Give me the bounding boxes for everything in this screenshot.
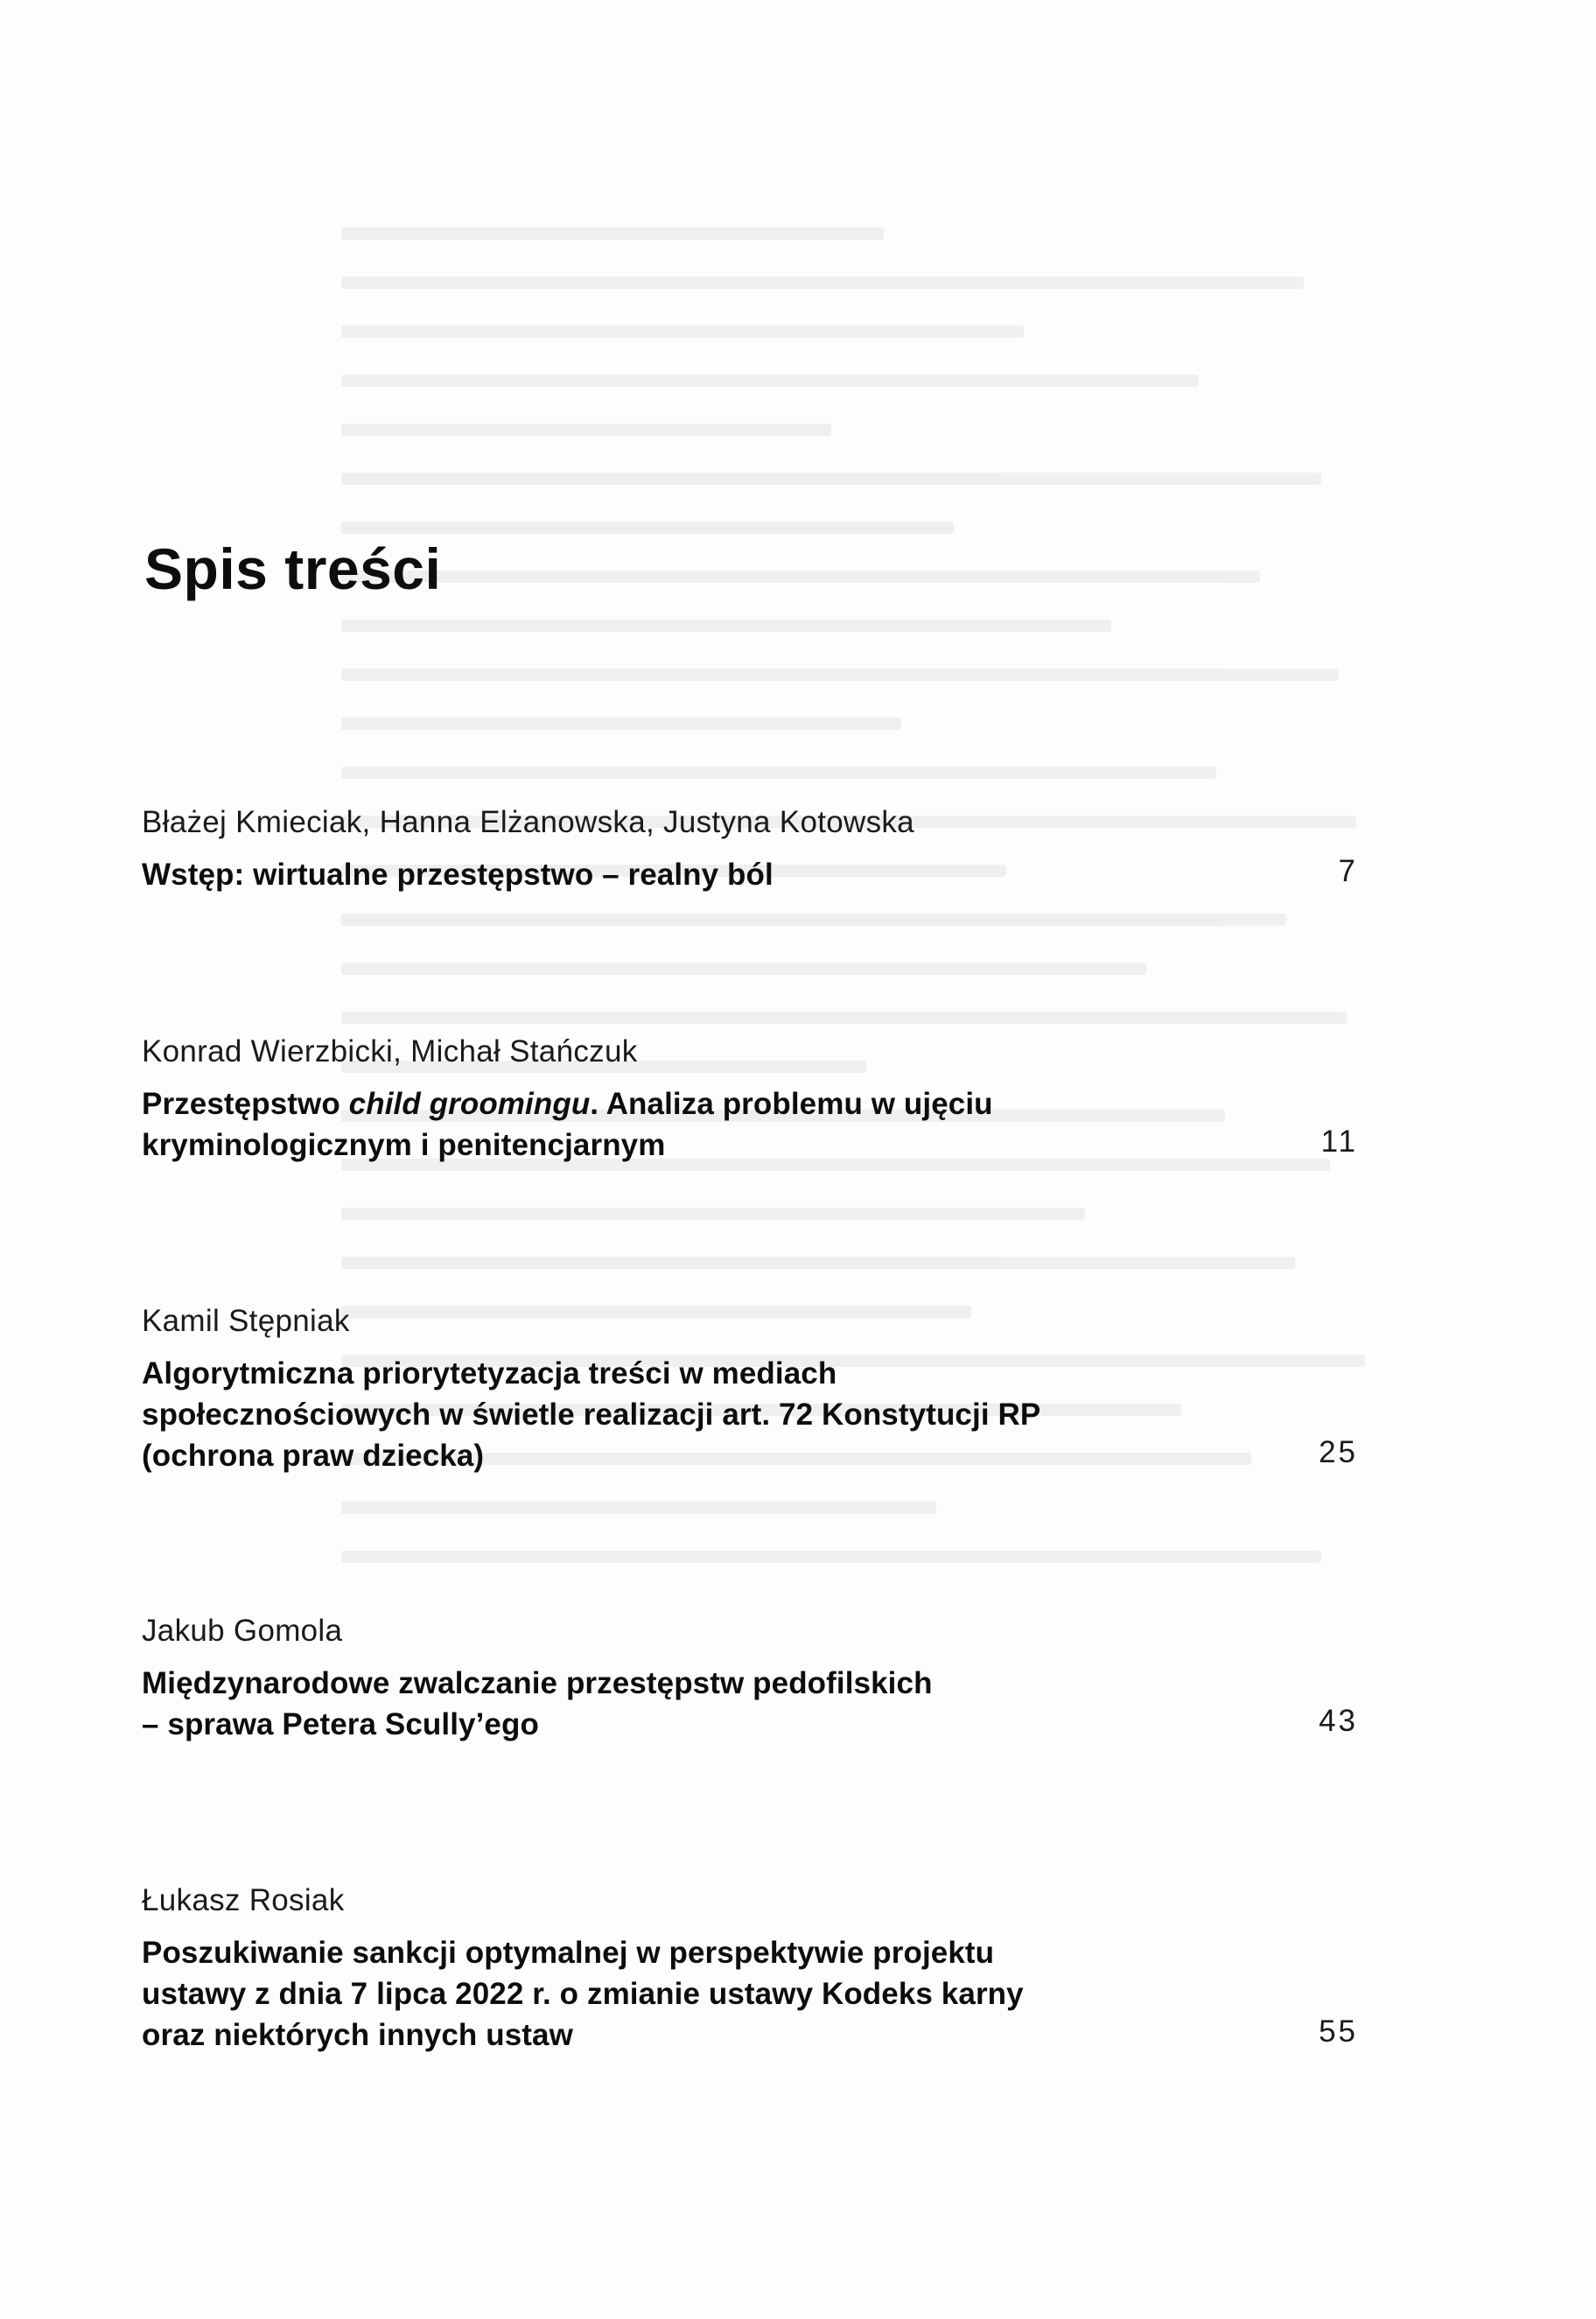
entry-title [142, 1663, 1148, 1745]
entry-title [142, 1932, 1148, 2056]
entry-title-line: Wstęp: wirtualne przestępstwo – realny ból [142, 858, 774, 892]
entry-page-number: 7 [1338, 854, 1358, 888]
entry-authors: Kamil Stępniak [142, 1304, 350, 1338]
entry-title-text: Przestępstwo [142, 1087, 349, 1121]
entry-page-number: 25 [1319, 1435, 1358, 1469]
toc-entry[interactable] [142, 803, 1358, 895]
entry-title-line: Międzynarodowe zwalczanie przestępstw pedofilskich [142, 1666, 933, 1700]
toc-entry[interactable] [142, 1302, 1358, 1476]
entry-authors: Łukasz Rosiak [142, 1883, 345, 1917]
entry-page-number: 11 [1320, 1124, 1358, 1159]
entry-authors: Jakub Gomola [142, 1614, 343, 1648]
entry-title-line: – sprawa Petera Scully’ego [142, 1707, 539, 1741]
entry-title-line: Poszukiwanie sankcji optymalnej w perspektywie projektu [142, 1936, 995, 1970]
entry-page-number: 55 [1319, 2014, 1358, 2049]
entry-title [142, 854, 1148, 895]
entry-title [142, 1083, 1148, 1166]
entry-title [142, 1353, 1148, 1476]
toc-entry[interactable] [142, 1612, 1358, 1745]
entry-title-line: oraz niektórych innych ustaw [142, 2018, 573, 2052]
page-title: Spis treści [144, 536, 442, 601]
toc-entry[interactable] [142, 1033, 1358, 1166]
entry-title-line: Algorytmiczna priorytetyzacja treści w mediach [142, 1356, 837, 1391]
entry-authors: Konrad Wierzbicki, Michał Stańczuk [142, 1034, 638, 1068]
entry-title-line: ustawy z dnia 7 lipca 2022 r. o zmianie ustawy Kodeks karny [142, 1977, 1024, 2011]
entry-title-italic-term: child groomingu [348, 1087, 591, 1121]
entry-title-line: kryminologicznym i penitencjarnym [142, 1128, 666, 1162]
entry-title-line [142, 1083, 1148, 1124]
toc-entry[interactable] [142, 1881, 1358, 2056]
entry-title-text: . Analiza problemu w ujęciu [590, 1087, 993, 1121]
entry-title-line: społecznościowych w świetle realizacji art. 72 Konstytucji RP [142, 1398, 1041, 1432]
entry-page-number: 43 [1319, 1704, 1358, 1738]
entry-title-line: (ochrona praw dziecka) [142, 1439, 485, 1473]
entry-authors: Błażej Kmieciak, Hanna Elżanowska, Justyna Kotowska [142, 805, 914, 839]
